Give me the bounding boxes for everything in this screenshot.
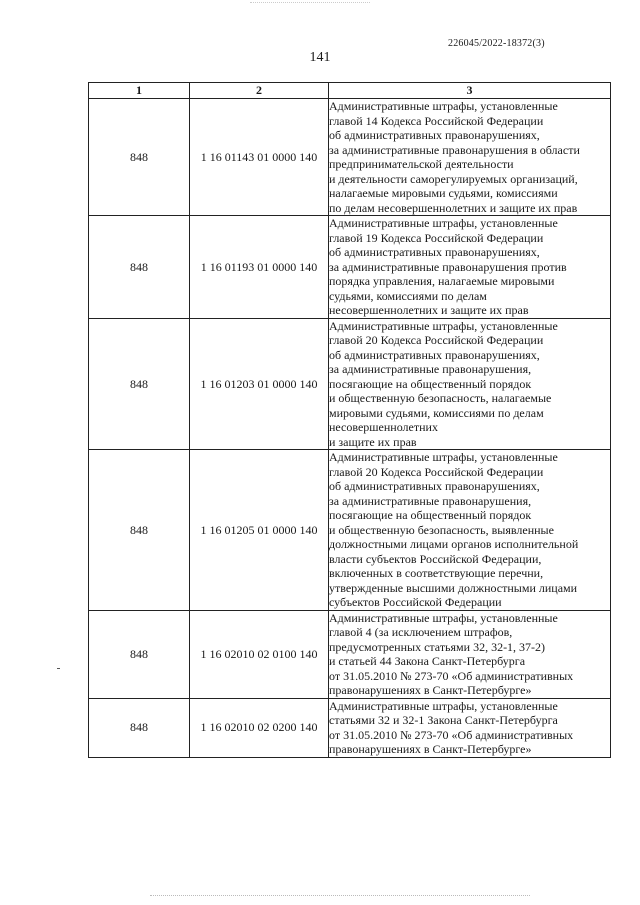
description-line: статьями 32 и 32-1 Закона Санкт-Петербурга: [329, 713, 558, 727]
description-line: несовершеннолетних: [329, 420, 438, 434]
table-body: [89, 99, 611, 758]
scan-artifact-bottom: [150, 895, 530, 897]
description-line: по делам несовершеннолетних и защите их прав: [329, 200, 578, 215]
description-line: и статьей 44 Закона Санкт-Петербурга: [329, 654, 526, 668]
description-cell: [329, 450, 611, 611]
description-line: правонарушениях в Санкт-Петербурге»: [329, 742, 532, 756]
description-line: об административных правонарушениях,: [329, 479, 540, 493]
page-number: 141: [309, 50, 331, 65]
admin-code-cell: 848: [89, 318, 190, 450]
table-row: [89, 99, 611, 216]
description-line: и общественную безопасность, налагаемые: [329, 391, 552, 405]
admin-code-cell: 848: [89, 698, 190, 757]
description-line: главой 20 Кодекса Российской Федерации: [329, 464, 544, 479]
description-line: Административные штрафы, установленные: [329, 99, 558, 113]
column-header-3: 3: [329, 83, 611, 99]
description-line: правонарушениях в Санкт-Петербурге»: [329, 683, 532, 697]
description-line: Административные штрафы, установленные: [329, 318, 558, 333]
budget-code-cell: 1 16 02010 02 0200 140: [190, 698, 329, 757]
description-line: власти субъектов Российской Федерации,: [329, 551, 542, 566]
description-line: предпринимательской деятельности: [329, 157, 514, 171]
table-row: [89, 610, 611, 698]
description-line: Административные штрафы, установленные: [329, 610, 558, 625]
description-cell: [329, 698, 611, 757]
description-line: посягающие на общественный порядок: [329, 508, 532, 522]
budget-code-cell: 1 16 01143 01 0000 140: [190, 99, 329, 216]
description-cell: [329, 318, 611, 450]
column-header-2: 2: [190, 83, 329, 99]
description-line: субъектов Российской Федерации: [329, 595, 502, 609]
description-line: за административные правонарушения,: [329, 362, 532, 376]
description-line: об административных правонарушениях,: [329, 245, 540, 259]
description-line: главой 4 (за исключением штрафов,: [329, 625, 513, 639]
budget-code-cell: 1 16 02010 02 0100 140: [190, 610, 329, 698]
description-cell: [329, 99, 611, 216]
description-line: Административные штрафы, установленные: [329, 450, 558, 464]
description-line: за административные правонарушения,: [329, 493, 532, 508]
description-line: Административные штрафы, установленные: [329, 698, 558, 713]
table-row: [89, 450, 611, 611]
description-line: порядка управления, налагаемые мировыми: [329, 274, 555, 288]
table-row: [89, 698, 611, 757]
description-line: Административные штрафы, установленные: [329, 216, 558, 230]
admin-code-cell: 848: [89, 99, 190, 216]
description-line: предусмотренных статьями 32, 32-1, 37-2): [329, 639, 546, 654]
description-line: от 31.05.2010 № 273-70 «Об административных: [329, 668, 574, 683]
description-line: мировыми судьями, комиссиями по делам: [329, 405, 544, 420]
description-line: посягающие на общественный порядок: [329, 376, 532, 391]
description-line: об административных правонарушениях,: [329, 347, 540, 362]
budget-code-cell: 1 16 01203 01 0000 140: [190, 318, 329, 450]
scan-artifact-top: [250, 2, 370, 4]
description-line: и деятельности саморегулируемых организаций,: [329, 171, 578, 186]
column-header-1: 1: [89, 83, 190, 99]
description-line: и защите их прав: [329, 434, 417, 449]
description-line: несовершеннолетних и защите их прав: [329, 303, 529, 317]
description-line: за административные правонарушения в области: [329, 142, 580, 157]
description-line: включенных в соответствующие перечни,: [329, 566, 544, 580]
description-cell: [329, 216, 611, 319]
budget-code-cell: 1 16 01205 01 0000 140: [190, 450, 329, 611]
admin-code-cell: 848: [89, 610, 190, 698]
description-line: главой 14 Кодекса Российской Федерации: [329, 113, 544, 128]
description-line: и общественную безопасность, выявленные: [329, 522, 554, 537]
description-line: от 31.05.2010 № 273-70 «Об административных: [329, 727, 574, 742]
scan-artifact-mark: [57, 668, 60, 669]
table-row: [89, 216, 611, 319]
description-line: судьями, комиссиями по делам: [329, 288, 487, 303]
table-header-row: [89, 83, 611, 99]
description-line: об административных правонарушениях,: [329, 128, 540, 142]
revenue-codes-table: [88, 82, 611, 758]
description-line: за административные правонарушения против: [329, 259, 567, 274]
description-line: главой 20 Кодекса Российской Федерации: [329, 333, 544, 347]
description-line: утвержденные высшими должностными лицами: [329, 580, 578, 595]
table-row: [89, 318, 611, 450]
description-cell: [329, 610, 611, 698]
description-line: должностными лицами органов исполнительной: [329, 537, 579, 551]
document-id: 226045/2022-18372(3): [448, 38, 545, 49]
admin-code-cell: 848: [89, 450, 190, 611]
description-line: налагаемые мировыми судьями, комиссиями: [329, 186, 558, 200]
admin-code-cell: 848: [89, 216, 190, 319]
description-line: главой 19 Кодекса Российской Федерации: [329, 230, 544, 245]
budget-code-cell: 1 16 01193 01 0000 140: [190, 216, 329, 319]
